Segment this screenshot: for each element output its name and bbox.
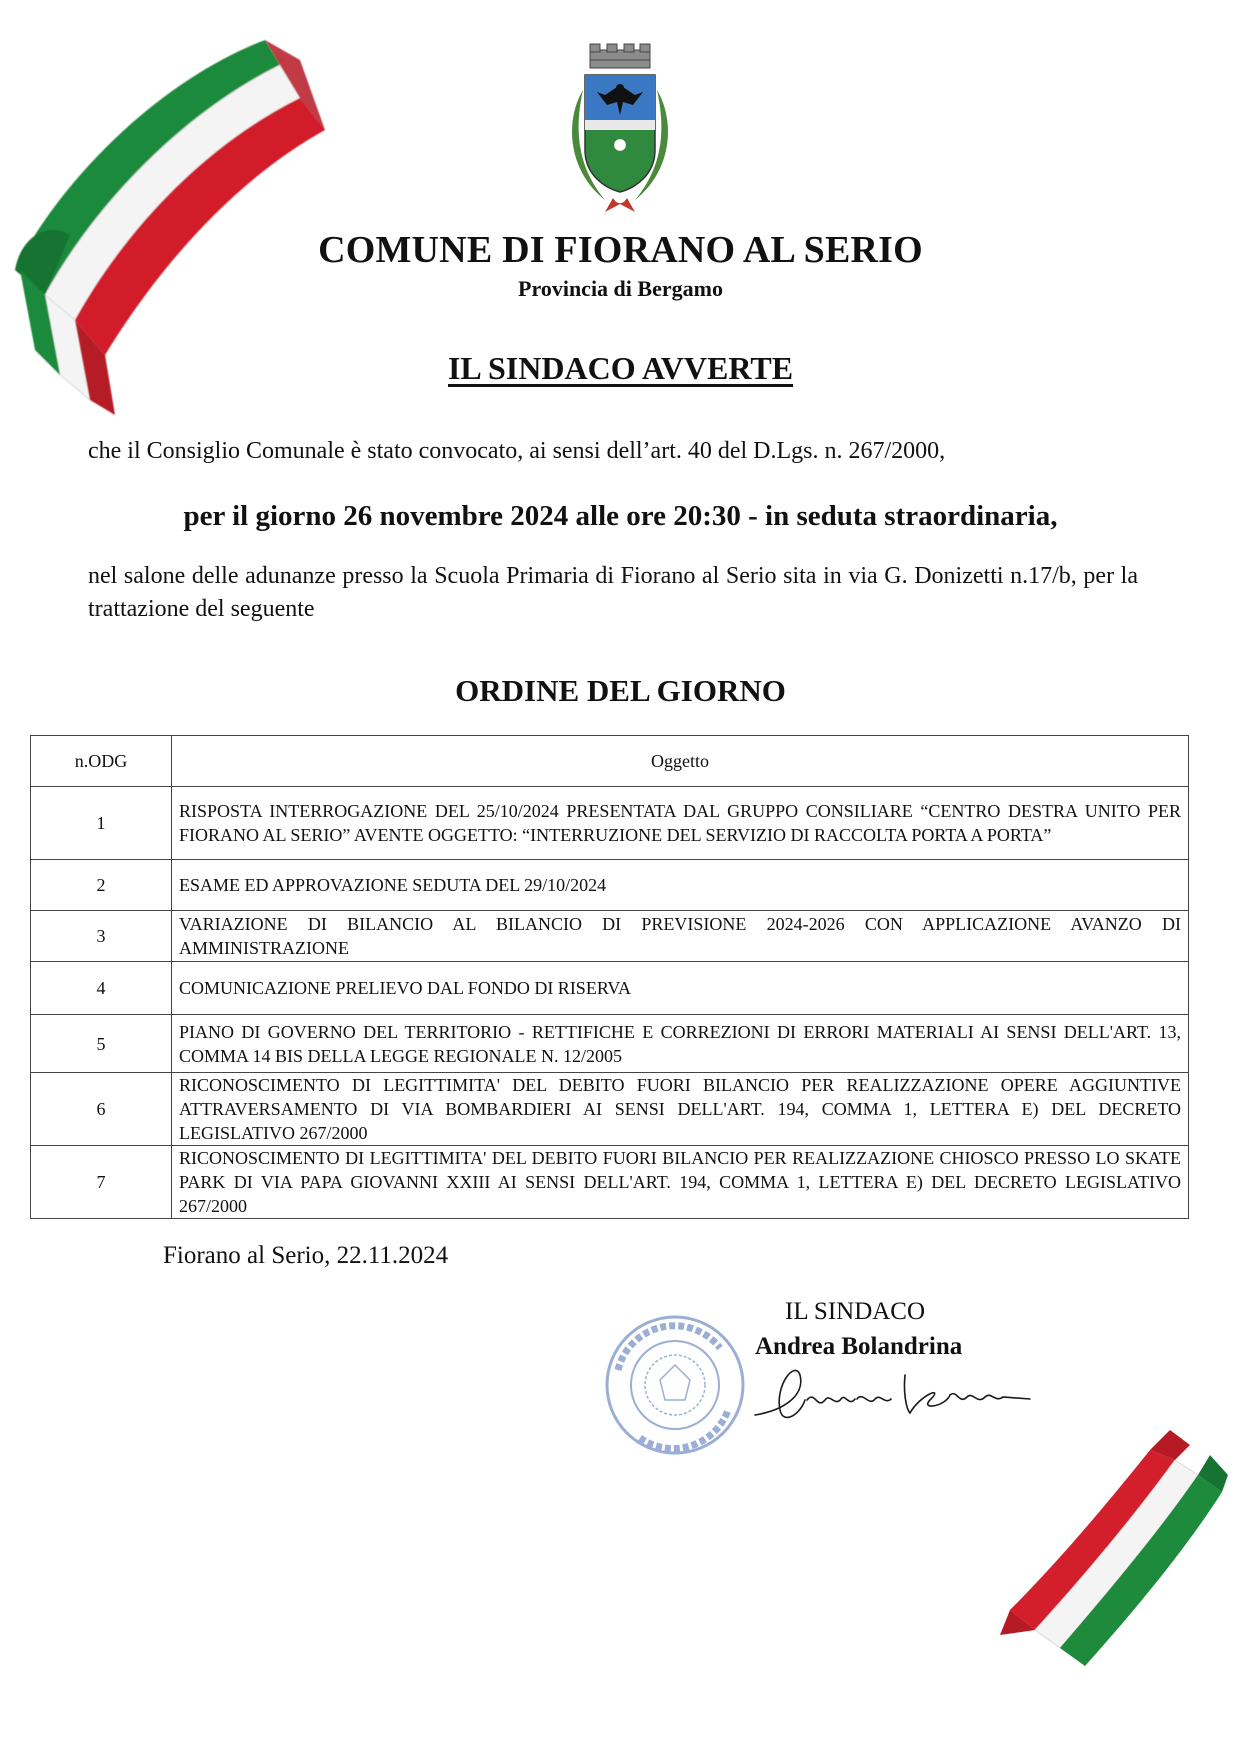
agenda-table [30,735,1189,1219]
tricolor-ribbon-bottom [1000,1420,1230,1675]
column-header-subject: Oggetto [172,736,1189,787]
signatory-name: Andrea Bolandrina [755,1333,963,1360]
item-number: 1 [31,787,172,860]
item-number: 5 [31,1015,172,1073]
table-row [31,860,1189,911]
table-row [31,1146,1189,1219]
signatory-role: IL SINDACO [785,1298,926,1325]
handwritten-signature [745,1355,1035,1435]
table-row [31,911,1189,962]
agenda-header-row [31,736,1189,787]
item-number: 7 [31,1146,172,1219]
table-row [31,1015,1189,1073]
notice-heading [0,350,1241,387]
table-row [31,1073,1189,1146]
crown-icon [590,44,650,68]
province-subtitle: Provincia di Bergamo [518,276,723,301]
item-subject: COMUNICAZIONE PRELIEVO DAL FONDO DI RISERVA [172,962,1189,1015]
stamp-seal [607,1317,743,1453]
item-subject: RICONOSCIMENTO DI LEGITTIMITA' DEL DEBITO FUORI BILANCIO PER REALIZZAZIONE CHIOSCO PRESSO LO SKATE PARK DI VIA PAPA GIOVANNI XXIII AI SENSI DELL'ART. 194, COMMA 1, LETTERA E) DEL DECRETO LEGISLATIVO 267/2000 [172,1146,1189,1219]
item-number: 6 [31,1073,172,1146]
ribbon-stripes [1000,1430,1228,1666]
item-number: 2 [31,860,172,911]
column-header-number: n.ODG [31,736,172,787]
place-and-date: Fiorano al Serio, 22.11.2024 [163,1242,449,1269]
notice-heading-text: IL SINDACO AVVERTE [447,350,794,386]
intro-paragraph: che il Consiglio Comunale è stato convocato, ai sensi dell’art. 40 del D.Lgs. n. 267/2000, [88,438,946,464]
item-subject: PIANO DI GOVERNO DEL TERRITORIO - RETTIFICHE E CORREZIONI DI ERRORI MATERIALI AI SENSI DELL'ART. 13, COMMA 14 BIS DELLA LEGGE REGIONALE N. 12/2005 [172,1015,1189,1073]
official-stamp [600,1310,750,1460]
item-subject: RISPOSTA INTERROGAZIONE DEL 25/10/2024 PRESENTATA DAL GRUPPO CONSILIARE “CENTRO DESTRA UNITO PER FIORANO AL SERIO” AVENTE OGGETTO: “INTERRUZIONE DEL SERVIZIO DI RACCOLTA PORTA A PORTA” [172,787,1189,860]
signature-strokes [755,1370,1030,1417]
shield-icon [585,75,655,192]
table-row [31,787,1189,860]
table-row [31,962,1189,1015]
municipality-title: COMUNE DI FIORANO AL SERIO [318,229,923,271]
item-subject: RICONOSCIMENTO DI LEGITTIMITA' DEL DEBITO FUORI BILANCIO PER REALIZZAZIONE OPERE AGGIUNTIVE ATTRAVERSAMENTO DI VIA BOMBARDIERI AI SENSI DELL'ART. 194, COMMA 1, LETTERA E) DEL DECRETO LEGISLATIVO 267/2000 [172,1073,1189,1146]
item-number: 3 [31,911,172,962]
item-subject: VARIAZIONE DI BILANCIO AL BILANCIO DI PREVISIONE 2024-2026 CON APPLICAZIONE AVANZO DI AMMINISTRAZIONE [172,911,1189,962]
municipal-crest [545,40,695,220]
location-paragraph: nel salone delle adunanze presso la Scuola Primaria di Fiorano al Serio sita in via G. Donizetti n.17/b, per la trattazione del seguente [88,563,1138,622]
agenda-title: ORDINE DEL GIORNO [455,673,786,708]
meeting-date-line: per il giorno 26 novembre 2024 alle ore 20:30 - in seduta straordinaria, [183,500,1058,532]
item-subject: ESAME ED APPROVAZIONE SEDUTA DEL 29/10/2024 [172,860,1189,911]
item-number: 4 [31,962,172,1015]
